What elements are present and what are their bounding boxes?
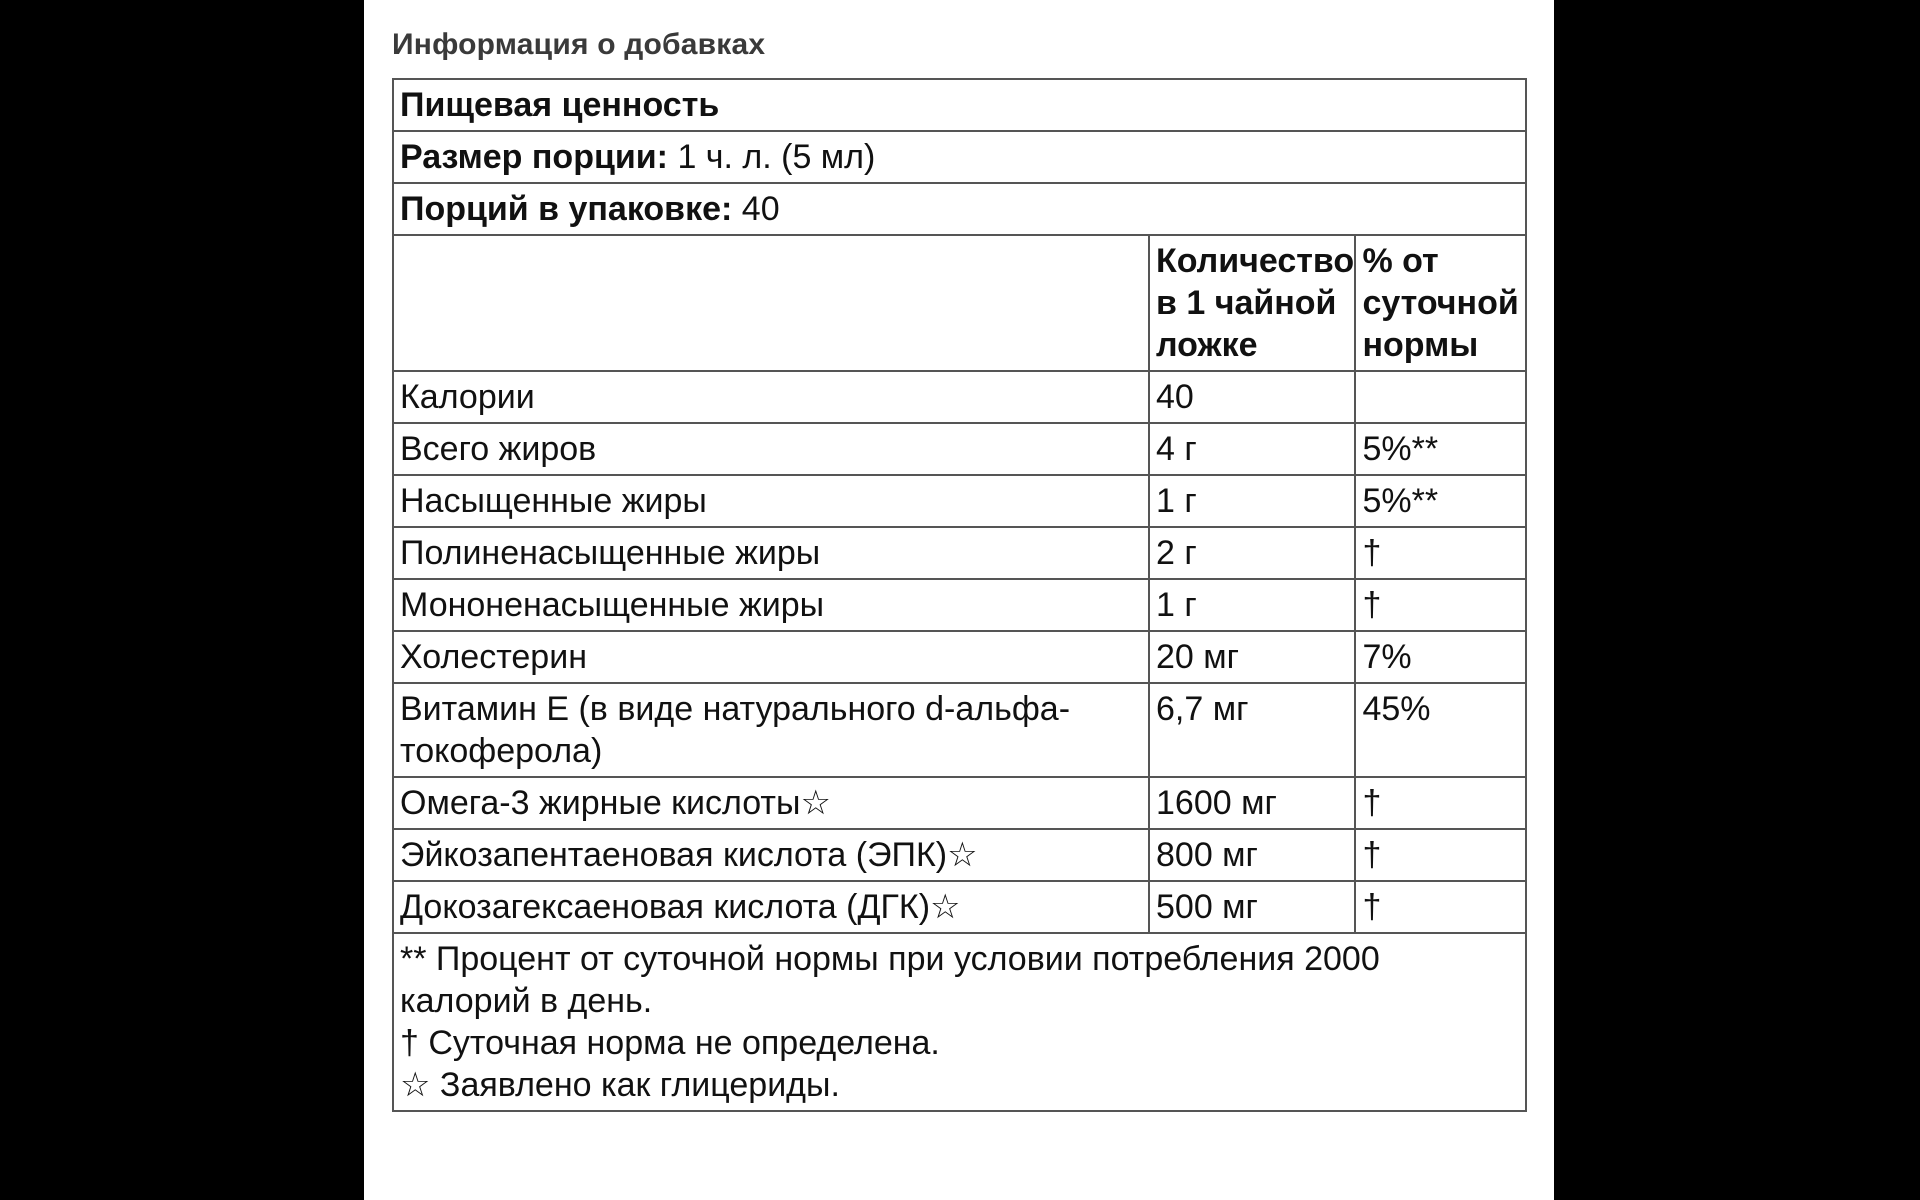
nutrient-name: Калории [393,371,1149,423]
nutrient-amount: 500 мг [1149,881,1355,933]
nutrient-name: Эйкозапентаеновая кислота (ЭПК)☆ [393,829,1149,881]
table-row [393,527,1526,579]
table-row [393,881,1526,933]
table-title-row [393,79,1526,131]
nutrient-name: Всего жиров [393,423,1149,475]
nutrient-dv: 5%** [1355,475,1526,527]
footnote-daily-value-basis: ** Процент от суточной нормы при условии потребления 2000 калорий в день. [400,940,1380,1020]
nutrient-amount: 6,7 мг [1149,683,1355,777]
column-header-row [393,235,1526,371]
nutrient-amount: 20 мг [1149,631,1355,683]
nutrient-dv: † [1355,881,1526,933]
table-title: Пищевая ценность [393,79,1526,131]
nutrient-dv: 7% [1355,631,1526,683]
nutrient-name: Омега-3 жирные кислоты☆ [393,777,1149,829]
table-row [393,631,1526,683]
nutrient-dv: † [1355,777,1526,829]
table-row [393,423,1526,475]
nutrient-dv: 5%** [1355,423,1526,475]
footnotes [393,933,1526,1111]
table-row [393,683,1526,777]
nutrient-dv [1355,371,1526,423]
nutrient-name: Насыщенные жиры [393,475,1149,527]
table-row [393,475,1526,527]
table-row [393,371,1526,423]
nutrient-amount: 2 г [1149,527,1355,579]
nutrient-dv: † [1355,527,1526,579]
nutrient-dv: † [1355,829,1526,881]
servings-label: Порций в упаковке: [400,190,733,228]
footnotes-row [393,933,1526,1111]
serving-size-row [393,131,1526,183]
nutrient-name: Полиненасыщенные жиры [393,527,1149,579]
amount-column-header: Количество в 1 чайной ложке [1149,235,1355,371]
nutrient-name: Витамин E (в виде натурального d-альфа-токоферола) [393,683,1149,777]
serving-size-label: Размер порции: [400,138,668,176]
nutrition-facts-table [392,78,1527,1112]
nutrient-dv: 45% [1355,683,1526,777]
empty-header-cell [393,235,1149,371]
nutrient-amount: 1 г [1149,579,1355,631]
section-heading: Информация о добавках [392,28,766,61]
nutrient-amount: 40 [1149,371,1355,423]
nutrient-dv: † [1355,579,1526,631]
footnote-glycerides: ☆ Заявлено как глицериды. [400,1066,840,1104]
serving-size-value: 1 ч. л. (5 мл) [677,138,876,176]
nutrient-amount: 800 мг [1149,829,1355,881]
table-row [393,777,1526,829]
nutrient-name: Холестерин [393,631,1149,683]
table-row [393,829,1526,881]
servings-value: 40 [741,190,780,228]
footnote-dv-not-established: † Суточная норма не определена. [400,1024,940,1062]
nutrient-amount: 1600 мг [1149,777,1355,829]
daily-value-column-header: % от суточной нормы [1355,235,1526,371]
supplement-info-panel [364,0,1554,1200]
nutrient-name: Мононенасыщенные жиры [393,579,1149,631]
nutrient-name: Докозагексаеновая кислота (ДГК)☆ [393,881,1149,933]
table-row [393,579,1526,631]
nutrient-amount: 1 г [1149,475,1355,527]
nutrient-amount: 4 г [1149,423,1355,475]
servings-per-container-row [393,183,1526,235]
